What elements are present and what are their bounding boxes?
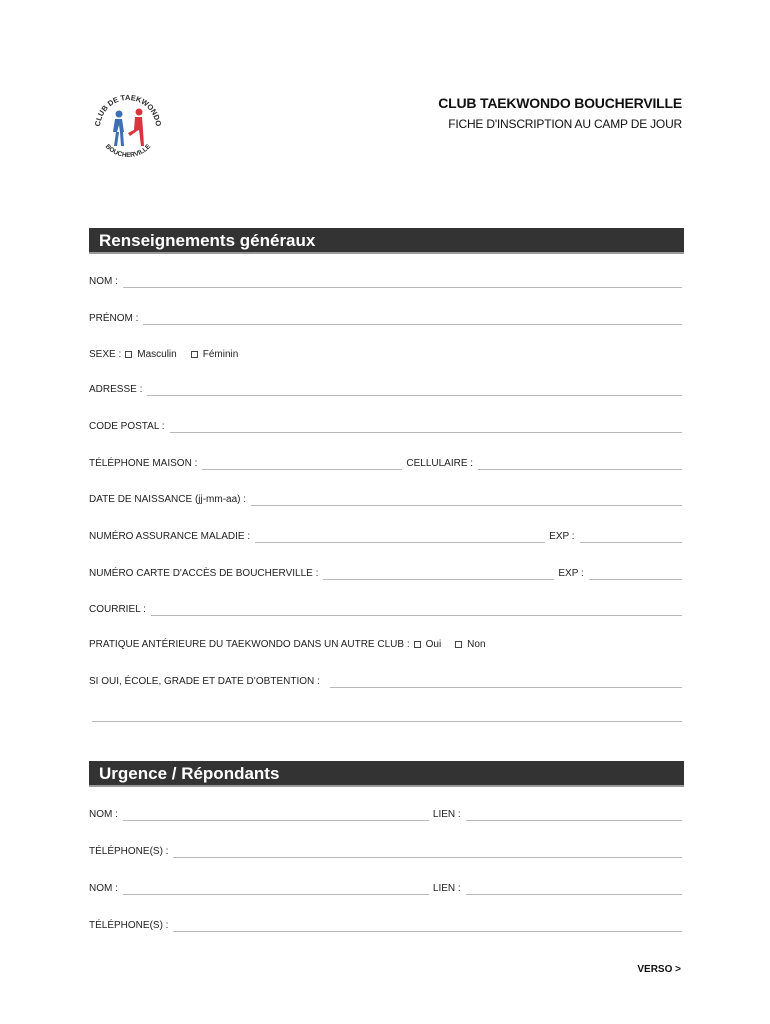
si-oui-extra-field[interactable]	[92, 714, 682, 722]
nom1-field[interactable]	[123, 813, 429, 821]
masculin-option[interactable]	[125, 349, 176, 361]
oui-label: Oui	[425, 639, 442, 650]
oui-option[interactable]	[414, 639, 442, 651]
adresse-row	[89, 380, 682, 396]
cellulaire-label: CELLULAIRE :	[406, 458, 474, 469]
nom2-field[interactable]	[123, 887, 429, 895]
exp2-field[interactable]	[589, 572, 682, 580]
code-postal-label: CODE POSTAL :	[89, 421, 165, 432]
non-label: Non	[467, 639, 486, 650]
section-title: Renseignements généraux	[99, 231, 316, 250]
si-oui-label: SI OUI, ÉCOLE, GRADE ET DATE D’OBTENTION :	[89, 676, 320, 687]
svg-text:BOUCHERVILLE	[104, 143, 153, 159]
tel1-field[interactable]	[173, 850, 682, 858]
blue-fighter-icon	[113, 111, 124, 147]
feminin-checkbox[interactable]	[191, 351, 198, 358]
club-logo	[86, 84, 170, 168]
date-naissance-row	[89, 490, 682, 506]
si-oui-row	[89, 672, 682, 688]
carte-acces-label: NUMÉRO CARTE D'ACCÈS DE BOUCHERVILLE :	[89, 568, 319, 579]
masculin-checkbox[interactable]	[125, 351, 132, 358]
tel-maison-label: TÉLÉPHONE MAISON :	[89, 458, 198, 469]
date-naissance-field[interactable]	[251, 498, 682, 506]
adresse-label: ADRESSE :	[89, 384, 143, 395]
assurance-row	[89, 527, 682, 543]
courriel-field[interactable]	[151, 608, 682, 616]
urgence-nom2-row	[89, 879, 682, 895]
urgence-tel2-row	[89, 916, 682, 932]
section-general-info-header	[89, 228, 684, 254]
prenom-label: PRÉNOM :	[89, 313, 139, 324]
section-title: Urgence / Répondants	[99, 764, 280, 783]
code-postal-field[interactable]	[170, 425, 682, 433]
urgence-nom1-row	[89, 805, 682, 821]
lien2-field[interactable]	[466, 887, 682, 895]
prenom-row	[89, 309, 682, 325]
logo-text-top: CLUB DE TAEKWONDO	[92, 92, 164, 127]
exp2-label: EXP :	[558, 568, 584, 579]
lien1-field[interactable]	[466, 813, 682, 821]
si-oui-field[interactable]	[330, 680, 682, 688]
pratique-label: PRATIQUE ANTÉRIEURE DU TAEKWONDO DANS UN AUTRE CLUB :	[89, 639, 410, 650]
courriel-row	[89, 600, 682, 616]
tel2-field[interactable]	[173, 924, 682, 932]
oui-checkbox[interactable]	[414, 641, 421, 648]
feminin-option[interactable]	[191, 349, 239, 361]
date-naissance-label: DATE DE NAISSANCE (jj-mm-aa) :	[89, 494, 247, 505]
carte-acces-field[interactable]	[323, 572, 554, 580]
masculin-label: Masculin	[137, 349, 177, 360]
non-option[interactable]	[455, 639, 485, 651]
sexe-row	[89, 345, 682, 361]
nom-label: NOM :	[89, 276, 118, 287]
nom-field[interactable]	[123, 280, 682, 288]
exp1-field[interactable]	[580, 535, 682, 543]
sexe-label: SEXE :	[89, 349, 122, 360]
form-subtitle: FICHE D'INSCRIPTION AU CAMP DE JOUR	[448, 117, 682, 131]
exp1-label: EXP :	[549, 531, 575, 542]
telephone-row	[89, 454, 682, 470]
red-fighter-icon	[128, 109, 144, 147]
assurance-label: NUMÉRO ASSURANCE MALADIE :	[89, 531, 251, 542]
non-checkbox[interactable]	[455, 641, 462, 648]
nom1-label: NOM :	[89, 809, 118, 820]
courriel-label: COURRIEL :	[89, 604, 146, 615]
code-postal-row	[89, 417, 682, 433]
verso-label: VERSO >	[637, 964, 681, 975]
assurance-field[interactable]	[255, 535, 545, 543]
tel-maison-field[interactable]	[202, 462, 402, 470]
prenom-field[interactable]	[143, 317, 682, 325]
svg-text:CLUB DE TAEKWONDO	[93, 93, 163, 127]
si-oui-extra-row	[89, 706, 682, 722]
nom2-label: NOM :	[89, 883, 118, 894]
tel1-label: TÉLÉPHONE(S) :	[89, 846, 169, 857]
cellulaire-field[interactable]	[478, 462, 682, 470]
tel2-label: TÉLÉPHONE(S) :	[89, 920, 169, 931]
urgence-tel1-row	[89, 842, 682, 858]
pratique-row	[89, 635, 682, 651]
feminin-label: Féminin	[202, 349, 239, 360]
section-emergency-header	[89, 761, 684, 787]
lien1-label: LIEN :	[432, 809, 461, 820]
club-title: CLUB TAEKWONDO BOUCHERVILLE	[438, 95, 682, 111]
nom-row	[89, 272, 682, 288]
logo-text-bottom: BOUCHERVILLE	[103, 143, 153, 160]
carte-acces-row	[89, 564, 682, 580]
adresse-field[interactable]	[147, 388, 682, 396]
lien2-label: LIEN :	[432, 883, 461, 894]
